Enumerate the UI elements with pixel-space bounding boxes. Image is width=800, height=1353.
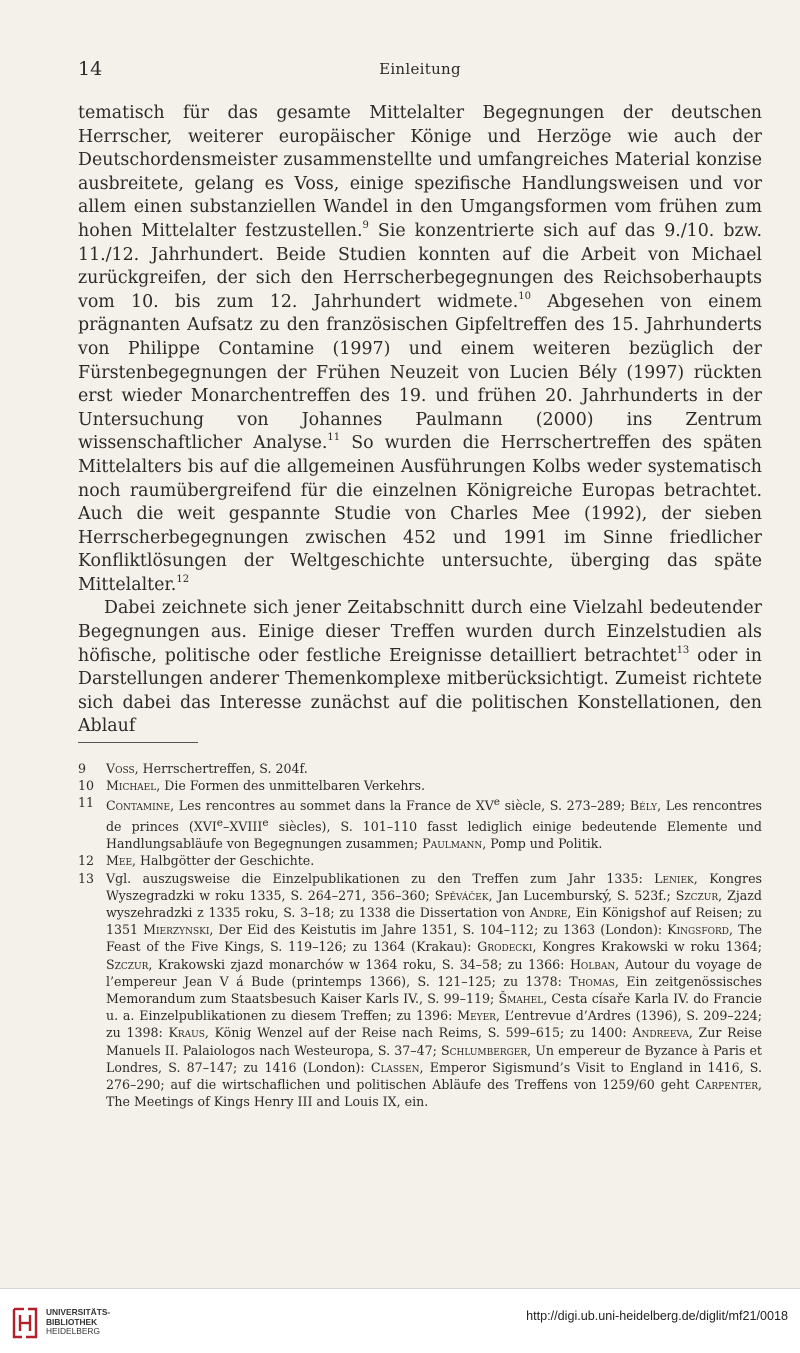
library-name: UNIVERSITÄTS- BIBLIOTHEK HEIDELBERG (46, 1307, 111, 1337)
footnote-ref-13[interactable]: 13 (676, 644, 690, 656)
footnote-ref-9[interactable]: 9 (362, 219, 369, 231)
footnote-9: 9 Voss, Herrschertreffen, S. 204f. (78, 761, 308, 776)
permalink-url[interactable]: http://digi.ub.uni-heidelberg.de/diglit/mf21/0018 (526, 1309, 788, 1323)
university-library-logo-icon[interactable] (10, 1305, 40, 1341)
footnote-divider (78, 742, 198, 743)
footnote-11: 11 Contamine, Les rencontres au sommet dans la France de XVe siècle, S. 273–289; Bély, Les rencontres de princes (XVIe–XVIIIe siècles), S. 101–110 fasst lediglich einige bedeutende Elemente und Handlungsabläufe von Begegnungen zusammen; Paulmann, Pomp und Politik. (78, 795, 762, 852)
footnotes (78, 760, 762, 1110)
running-head: Einleitung (379, 60, 461, 78)
footnote-ref-11[interactable]: 11 (327, 432, 341, 444)
paragraph-2: Dabei zeichnete sich jener Zeitabschnitt durch eine Vielzahl bedeutender Begegnungen aus. Einige dieser Treffen wurden durch Einzelstudien als höfische, politische oder festliche Ereignisse detailliert betrachtet$^{13}$ oder in Darstellungen anderer Themenkomplexe mitberücksichtigt. Zumeist richtete sich dabei das Interesse zunächst auf die politischen Konstellationen, den Ablauf (78, 598, 762, 737)
footnote-ref-10[interactable]: 10 (518, 290, 531, 302)
paragraph-1: tematisch für das gesamte Mittelalter Begegnungen der deutschen Herrscher, weiterer europäischer Könige und Herzöge wie auch der Deutschordensmeister zusammenstellte und umfangreiches Material konzise ausbreitete, gelang es Voss, einige spezifische Handlungsweisen und vor allem einen substanziellen Wandel in den Umgangsformen vom frühen zum hohen Mittelalter festzustellen.$^9$ Sie konzentrierte sich auf das 9./10. bzw. 11./12. Jahrhundert. Beide Studien konnten auf die Arbeit von Michael zurückgreifen, der sich den Herrscherbegegnungen des Reichsoberhaupts vom 10. bis zum 12. Jahrhundert widmete.$^{10}$ Abgesehen von einem prägnanten Aufsatz zu den französischen Gipfeltreffen des 15. Jahrhunderts von Philippe Contamine (1997) und einem weiteren bezüglich der Fürstenbegegnungen der Frühen Neuzeit von Lucien Bély (1997) rückten erst wieder Monarchentreffen des 19. und frühen 20. Jahrhunderts in der Untersuchung von Johannes Paulmann (2000) ins Zentrum wissenschaftlicher Analyse.$^{11}$ So wurden die Herrschertreffen des späten Mittelalters bis auf die allgemeinen Ausführungen Kolbs weder systematisch noch raumübergreifend für die einzelnen Königreiche Europas betrachtet. Auch die weit gespannte Studie von Charles Mee (1992), der sieben Herrscherbegegnungen zwischen 452 und 1991 im Sinne friedlicher Konfliktlösungen der Weltgeschichte untersuchte, überging das späte Mittelalter.$^{12}$ (78, 103, 763, 595)
footnote-10: 10 Michael, Die Formen des unmittelbaren Verkehrs. (78, 778, 426, 794)
footnote-13: 13 Vgl. auszugsweise die Einzelpublikationen zu den Treffen zum Jahr 1335: Leniek, Kongres Wyszegradzki w roku 1335, S. 264–271, 356–360; Spěváček, Jan Lucemburský, S. 523f.; Szczur, Zjazd wyszehradzki z 1335 roku, S. 3–18; zu 1338 die Dissertation von Andre, Ein Königshof auf Reisen; zu 1351 Mierzynski, Der Eid des Keistutis im Jahre 1351, S. 104–112; zu 1363 (London): Kingsford, The Feast of the Five Kings, S. 119–126; zu 1364 (Krakau): Grodecki, Kongres Krakowski w roku 1364; Szczur, Krakowski zjazd monarchów w 1364 roku, S. 34–58; zu 1366: Holban, Autour du voyage de l’empereur Jean V á Bude (printemps 1366), S. 121–125; zu 1378: Thomas, Ein zeitgenössisches Memorandum zum Staatsbesuch Kaiser Karls IV., S. 99–119; Šmahel, Cesta císaře Karla IV. do Francie u. a. Einzelpublikationen zu diesem Treffen; zu 1396: Meyer, L’entrevue d’Ardres (1396), S. 209–224; zu 1398: Kraus, König Wenzel auf der Reise nach Reims, S. 599–615; zu 1400: Andreeva, Zur Reise Manuels II. Palaiologos nach Westeuropa, S. 37–47; Schlumberger, Un empereur de Byzance à Paris et Londres, S. 87–147; zu 1416 (London): Classen, Emperor Sigismund’s Visit to England in 1416, S. 276–290; auf die wirtschaflichen und politischen Abläufe des Treffens von 1259/60 geht Carpenter, The Meetings of Kings Henry III and Louis IX, ein. (78, 870, 763, 1110)
page-number: 14 (78, 58, 103, 80)
library-footer-bar (0, 1288, 800, 1353)
footnote-ref-12[interactable]: 12 (176, 573, 190, 585)
page-header (78, 58, 762, 84)
main-text (78, 102, 762, 739)
footnote-12: 12 Mee, Halbgötter der Geschichte. (78, 853, 315, 869)
